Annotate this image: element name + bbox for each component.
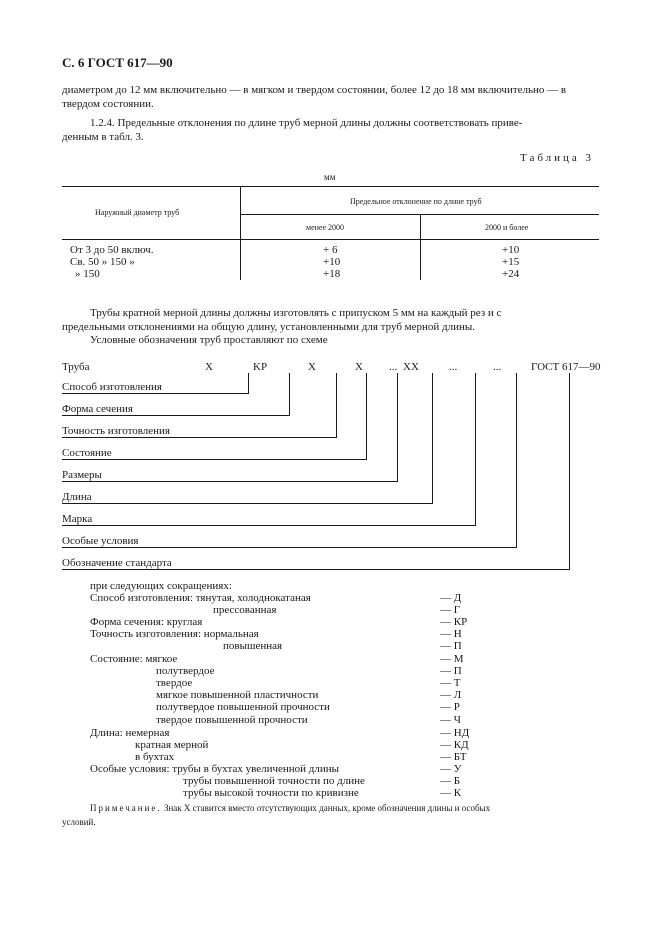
abbr-code-15: — У (440, 763, 462, 775)
scheme-hline-3 (62, 437, 337, 438)
table-row-2-b: +15 (502, 256, 520, 268)
abbr-label-3: Форма сечения: круглая (90, 616, 203, 628)
table-vrule-1 (240, 186, 241, 280)
scheme-vline-6 (432, 373, 433, 503)
scheme-vline-9 (569, 373, 570, 569)
abbr-label-10: полутвердое повышенной прочности (156, 701, 330, 713)
abbr-code-7: — П (440, 665, 462, 677)
table-row-2-a: +10 (323, 256, 341, 268)
abbr-code-3: — КР (440, 616, 468, 628)
table-col2-header: менее 2000 (306, 223, 344, 232)
abbr-code-9: — Л (440, 689, 462, 701)
scheme-token-2: KP (253, 361, 268, 373)
abbr-label-6: Состояние: мягкое (90, 653, 178, 665)
scheme-hline-2 (62, 415, 290, 416)
scheme-label-2: Форма сечения (62, 403, 133, 415)
scheme-vline-8 (516, 373, 517, 547)
para-line-3: Условные обозначения труб проставляют по схеме (90, 334, 328, 346)
scheme-vline-7 (475, 373, 476, 525)
abbr-label-9: мягкое повышенной пластичности (156, 689, 319, 701)
scheme-label-3: Точность изготовления (62, 425, 170, 437)
scheme-label-6: Длина (62, 491, 92, 503)
scheme-vline-3 (336, 373, 337, 437)
page-header: С. 6 ГОСТ 617—90 (62, 55, 173, 70)
scheme-label-5: Размеры (62, 469, 102, 481)
clause-line-1: 1.2.4. Предельные отклонения по длине труб мерной длины должны соответствовать приве- (90, 117, 523, 129)
clause-line-2: денным в табл. 3. (62, 131, 144, 143)
scheme-vline-1 (248, 373, 249, 393)
abbr-code-4: — Н (440, 628, 462, 640)
scheme-vline-2 (289, 373, 290, 415)
table-row-2-diam: Св. 50 » 150 » (70, 256, 135, 268)
scheme-token-9: ГОСТ 617—90 (531, 361, 601, 373)
scheme-word: Труба (62, 361, 90, 373)
table-row-3-diam: » 150 (75, 268, 100, 280)
abbr-label-13: кратная мерной (135, 739, 209, 751)
abbr-code-10: — Р (440, 701, 460, 713)
para-line-1: Трубы кратной мерной длины должны изготовлять с припуском 5 мм на каждый рез и с (90, 307, 502, 319)
table-top-rule (62, 186, 599, 187)
table-row-1-diam: От 3 до 50 включ. (70, 244, 154, 256)
abbr-label-15: Особые условия: трубы в бухтах увеличенной длины (90, 763, 340, 775)
scheme-token-3: X (308, 361, 316, 373)
abbr-label-17: трубы высокой точности по кривизне (183, 787, 359, 799)
scheme-token-4: X (355, 361, 363, 373)
note-text-1: Знак X ставится вместо отсутствующих данных, кроме обозначения длины и особых (163, 803, 491, 813)
scheme-token-8: ... (493, 361, 502, 373)
table-vrule-2 (420, 214, 421, 280)
abbr-code-12: — НД (440, 727, 470, 739)
scheme-hline-1 (62, 393, 249, 394)
table-col1-header: Наружный диаметр труб (95, 208, 180, 217)
abbr-code-11: — Ч (440, 714, 461, 726)
abbr-label-1: Способ изготовления: тянутая, холоднокатаная (90, 592, 311, 604)
intro-line-1: диаметром до 12 мм включительно — в мягком и твердом состоянии, более 12 до 18 мм включительно — в (62, 84, 567, 96)
table-row-3-b: +24 (502, 268, 520, 280)
scheme-token-6: XX (403, 361, 419, 373)
table-group-header: Предельное отклонение по длине труб (350, 197, 482, 206)
para-line-2: предельными отклонениями на общую длину, установленными для труб мерной длины. (62, 321, 476, 333)
abbr-label-2: прессованная (213, 604, 277, 616)
scheme-label-7: Марка (62, 513, 93, 525)
scheme-hline-7 (62, 525, 476, 526)
abbr-label-7: полутвердое (156, 665, 215, 677)
scheme-label-4: Состояние (62, 447, 112, 459)
table-row-1-b: +10 (502, 244, 520, 256)
table-row-3-a: +18 (323, 268, 341, 280)
abbr-code-2: — Г (440, 604, 461, 616)
table-col3-header: 2000 и более (485, 223, 529, 232)
abbr-label-16: трубы повышенной точности по длине (183, 775, 365, 787)
table-caption: Таблица 3 (520, 152, 595, 164)
abbr-intro: при следующих сокращениях: (90, 580, 232, 592)
abbr-label-5: повышенная (223, 640, 283, 652)
scheme-hline-6 (62, 503, 433, 504)
scheme-vline-4 (366, 373, 367, 459)
abbr-label-8: твердое (156, 677, 193, 689)
scheme-token-7: ... (449, 361, 458, 373)
abbr-code-8: — Т (440, 677, 461, 689)
scheme-label-1: Способ изготовления (62, 381, 162, 393)
abbr-code-1: — Д (440, 592, 462, 604)
abbr-code-13: — КД (440, 739, 469, 751)
note-line-2: условий. (62, 817, 96, 827)
abbr-label-12: Длина: немерная (90, 727, 170, 739)
table-unit: мм (324, 172, 336, 182)
scheme-hline-4 (62, 459, 367, 460)
abbr-label-11: твердое повышенной прочности (156, 714, 308, 726)
scheme-hline-5 (62, 481, 398, 482)
abbr-label-4: Точность изготовления: нормальная (90, 628, 259, 640)
table-row-1-a: + 6 (323, 244, 338, 256)
table-header-rule (62, 239, 599, 240)
scheme-vline-5 (397, 373, 398, 481)
scheme-hline-8 (62, 547, 517, 548)
abbr-code-6: — М (440, 653, 464, 665)
scheme-token-1: X (205, 361, 213, 373)
abbr-code-16: — Б (440, 775, 461, 787)
abbr-code-5: — П (440, 640, 462, 652)
intro-line-2: твердом состоянии. (62, 98, 154, 110)
scheme-label-9: Обозначение стандарта (62, 557, 172, 569)
note-head: Примечание. (90, 803, 162, 813)
scheme-hline-9 (62, 569, 570, 570)
abbr-label-14: в бухтах (135, 751, 175, 763)
note-line-1 (90, 803, 490, 813)
abbr-code-14: — БТ (440, 751, 467, 763)
abbr-code-17: — К (440, 787, 462, 799)
scheme-token-5: ... (389, 361, 398, 373)
scheme-label-8: Особые условия (62, 535, 139, 547)
